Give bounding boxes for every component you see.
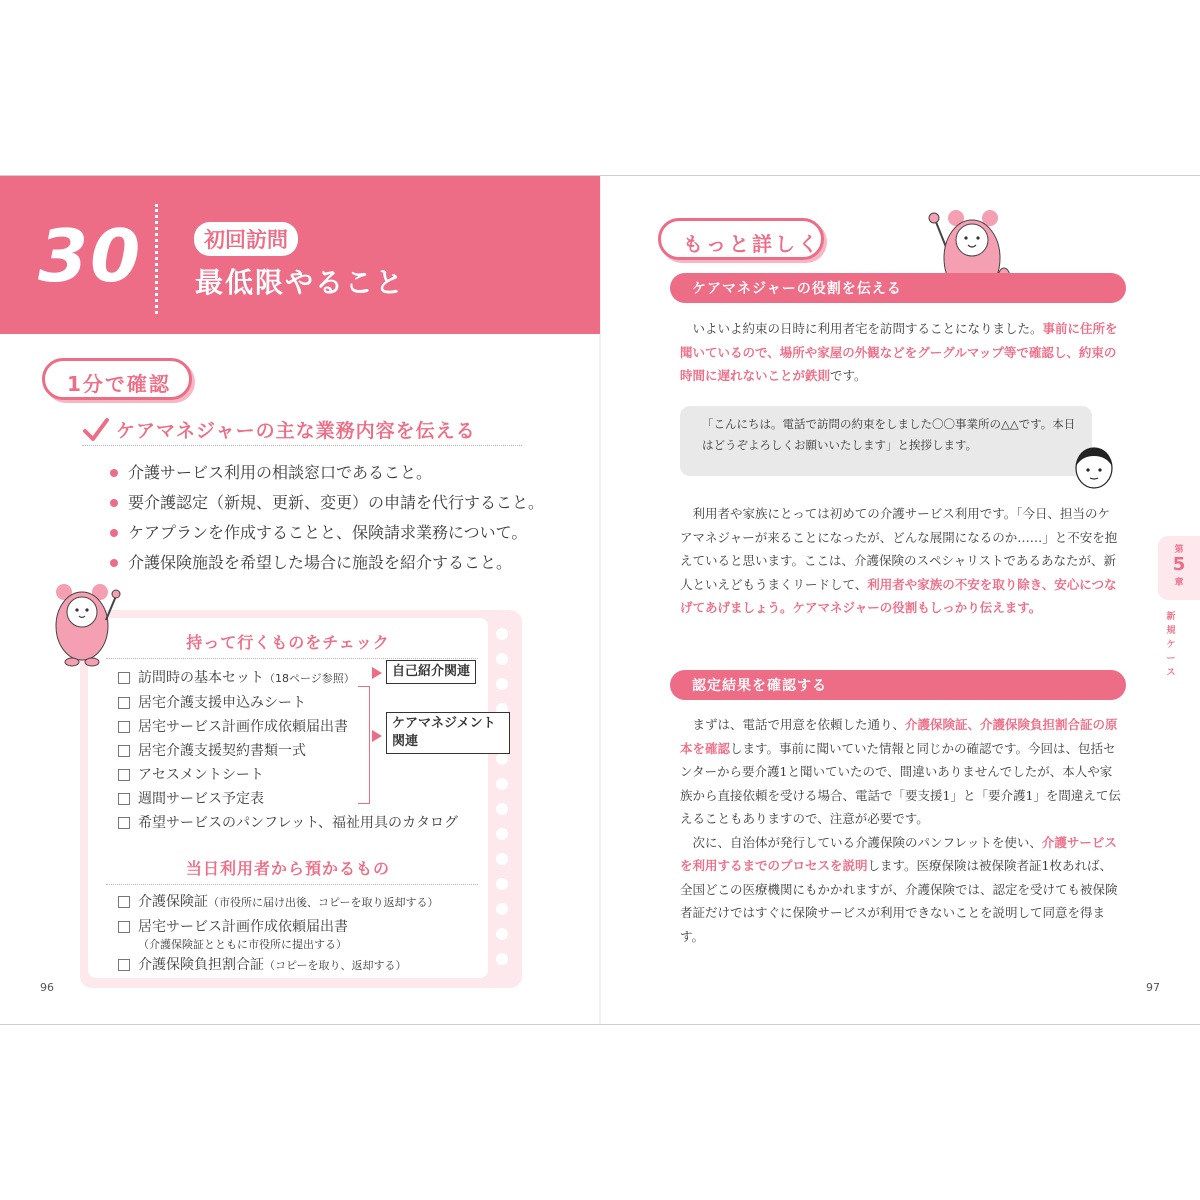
quote-bubble: 「こんにちは。電話で訪問の約束をしました〇〇事業所の△△です。本日はどうぞよろしくお願いいたします」と挨拶します。 xyxy=(680,406,1092,476)
list-item: 要介護認定（新規、更新、変更）の申請を代行すること。 xyxy=(110,488,540,518)
receive-title: 当日利用者から預かるもの xyxy=(185,859,390,878)
caremanager-face-icon xyxy=(1070,444,1118,490)
list-item: 介護サービス利用の相談窓口であること。 xyxy=(110,458,540,488)
check-heading-text: ケアマネジャーの主な業務内容を伝える xyxy=(116,420,476,442)
checkbox[interactable] xyxy=(118,959,130,971)
list-item: 介護保険施設を希望した場合に施設を紹介すること。 xyxy=(110,548,540,578)
chapter-category: 新規ケース xyxy=(1166,612,1176,678)
dotted-divider xyxy=(155,204,158,314)
section-number: 30 xyxy=(38,214,143,298)
duty-list xyxy=(110,458,545,578)
relation-care-management: ケアマネジメント 関連 xyxy=(386,712,510,754)
checklist-title: 持って行くものをチェック xyxy=(186,633,390,652)
section-title: 最低限やること xyxy=(195,266,406,299)
more-detail-label: もっと詳しく xyxy=(658,218,824,260)
checkbox[interactable] xyxy=(118,896,130,908)
arrow-icon xyxy=(372,730,382,742)
receive-checklist xyxy=(118,890,439,978)
checklist-item[interactable]: 週間サービス予定表 xyxy=(118,787,458,811)
checklist-item[interactable]: 介護保険証（市役所に届け出後、コピーを取り返却する） xyxy=(118,890,439,915)
checklist-item[interactable]: 居宅介護支援申込みシート xyxy=(118,691,458,715)
checkbox[interactable] xyxy=(118,721,130,733)
checklist-item[interactable]: 希望サービスのパンフレット、福祉用具のカタログ xyxy=(118,811,458,835)
checklist-item[interactable]: 訪問時の基本セット（18ページ参照） xyxy=(118,666,458,691)
section-tag: 初回訪問 xyxy=(194,222,298,256)
subsection-heading: ケアマネジャーの役割を伝える xyxy=(670,273,1126,303)
checklist-item[interactable]: 介護保険負担割合証（コピーを取り、返却する） xyxy=(118,953,439,978)
checkbox[interactable] xyxy=(118,769,130,781)
book-spread xyxy=(0,175,1200,1025)
page-number-left: 96 xyxy=(40,981,54,994)
divider xyxy=(106,658,478,659)
list-item: ケアプランを作成することと、保険請求業務について。 xyxy=(110,518,540,548)
quick-check-label: 1分で確認 xyxy=(42,358,192,400)
paragraph: いよいよ約束の日時に利用者宅を訪問することになりました。事前に住所を聞いているので、場所や家屋の外観などをグーグルマップ等で確認し、約束の時間に遅れないことが鉄則です。 xyxy=(680,321,1118,383)
checkbox[interactable] xyxy=(118,817,130,829)
mascot-icon xyxy=(44,578,124,668)
checklist-item[interactable]: 居宅介護支援契約書類一式 xyxy=(118,739,458,763)
checklist-item[interactable]: アセスメントシート xyxy=(118,763,458,787)
paragraph: 利用者や家族にとっては初めての介護サービス利用です。「今日、担当のケアマネジャーが来ることになったが、どんな展開になるのか……」と不安を抱えていると思います。ここは、介護保険のスペシャリストであるあなたが、新人といえどもうまくリードして、利用者や家族の不安を取り除き、安心につなげてあげましょう。ケアマネジャーの役割もしっかり伝えます。 xyxy=(680,506,1118,615)
checklist-item[interactable]: 居宅サービス計画作成依頼届出書 （介護保険証とともに市役所に提出する） xyxy=(118,915,439,953)
checkbox[interactable] xyxy=(118,921,130,933)
checkbox[interactable] xyxy=(118,697,130,709)
divider xyxy=(106,884,478,885)
relation-self-intro: 自己紹介関連 xyxy=(386,660,476,684)
checkbox[interactable] xyxy=(118,745,130,757)
checkbox[interactable] xyxy=(118,793,130,805)
checklist-item[interactable]: 居宅サービス計画作成依頼届出書 xyxy=(118,715,458,739)
arrow-icon xyxy=(372,667,382,679)
checkmark-icon xyxy=(82,416,110,444)
paragraph: まずは、電話で用意を依頼した通り、介護保険証、介護保険負担割合証の原本を確認します。事前に聞いていた情報と同じかの確認です。今回は、包括センターから要介護1と聞いていたので、間違いありませんでしたが、本人や家族から直接依頼を受ける場合、電話で「要支援1」と「要介護1」を間違えて伝えることもありますので、注意が必要です。 次に、自治体が発行している介護保険のパンフレットを使い、介護サービスを利用するまでのプロセスを説明します。医療保険は被保険者証1枚あれば、全国どこの医療機関にもかかれますが、介護保険では、認定を受けても被保険者証だけではすぐに保険サービスが利用できないことを説明して同意を得ます。 xyxy=(680,717,1121,944)
bracket xyxy=(358,686,370,804)
page-number-right: 97 xyxy=(1146,981,1160,994)
checkbox[interactable] xyxy=(118,672,130,684)
chapter-tab[interactable]: 第 5 章 xyxy=(1158,536,1200,600)
check-heading xyxy=(82,416,522,446)
subsection-heading: 認定結果を確認する xyxy=(670,670,1126,700)
binder-holes xyxy=(496,628,508,978)
chapter-header xyxy=(0,176,600,334)
